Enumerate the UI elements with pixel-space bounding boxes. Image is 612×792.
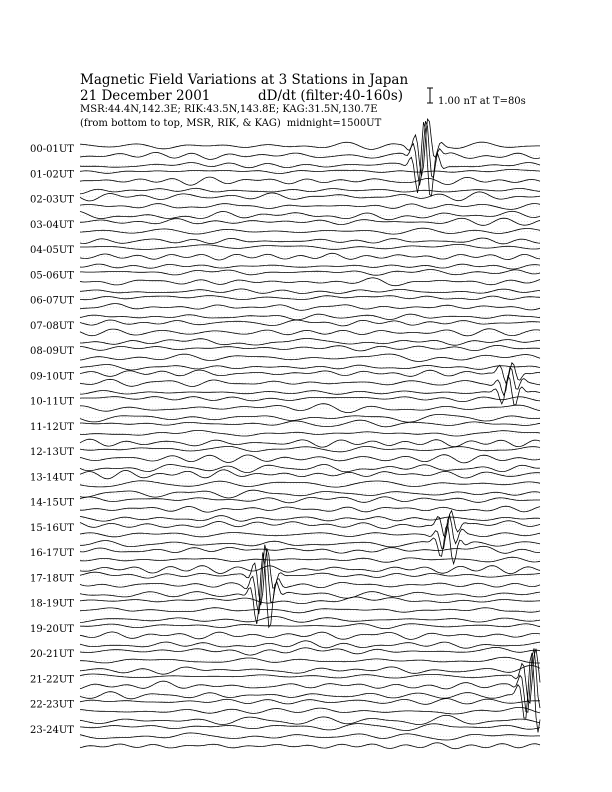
trace-msr xyxy=(80,497,540,503)
trace-kag xyxy=(80,715,540,724)
hour-label: 08-09UT xyxy=(30,346,74,357)
trace-rik xyxy=(80,545,540,614)
trace-rik xyxy=(80,733,540,740)
trace-kag xyxy=(80,376,540,405)
trace-kag xyxy=(80,566,540,574)
trace-msr xyxy=(80,397,540,402)
trace-msr xyxy=(80,192,540,201)
scale-label: 1.00 nT at T=80s xyxy=(438,96,526,107)
hour-label: 09-10UT xyxy=(30,371,74,383)
trace-kag xyxy=(80,314,540,320)
hour-label: 13-14UT xyxy=(30,472,74,484)
trace-msr xyxy=(80,649,540,703)
hour-label: 19-20UT xyxy=(30,623,74,635)
hour-label: 00-01UT xyxy=(30,144,74,155)
hour-label: 14-15UT xyxy=(30,497,74,509)
trace-rik xyxy=(80,657,540,663)
trace-rik xyxy=(80,648,540,712)
trace-rik xyxy=(80,121,540,185)
hour-label: 05-06UT xyxy=(30,270,74,282)
hour-label: 10-11UT xyxy=(30,396,74,408)
hour-row xyxy=(30,420,540,447)
hour-label: 12-13UT xyxy=(30,447,74,458)
trace-kag xyxy=(80,414,540,422)
trace-rik xyxy=(80,632,540,640)
hour-label: 17-18UT xyxy=(30,573,74,585)
trace-kag xyxy=(80,743,540,749)
trace-msr xyxy=(80,724,540,731)
hour-row xyxy=(30,724,540,749)
trace-msr xyxy=(80,119,540,176)
hour-row xyxy=(30,320,540,345)
trace-msr xyxy=(80,270,540,276)
hour-row xyxy=(30,119,540,196)
trace-kag xyxy=(80,516,540,522)
trace-msr xyxy=(80,320,540,326)
station-coordinates: MSR:44.4N,142.3E; RIK:43.5N,143.8E; KAG:31.5N,130.7E xyxy=(80,104,378,115)
trace-rik xyxy=(80,515,540,549)
hour-row xyxy=(30,597,540,623)
trace-kag xyxy=(80,122,540,196)
hour-row xyxy=(30,470,540,498)
trace-msr xyxy=(80,597,540,604)
trace-kag xyxy=(80,641,540,648)
chart-filter: dD/dt (filter:40-160s) xyxy=(258,88,404,104)
trace-rik xyxy=(80,304,540,311)
trace-rik xyxy=(80,707,540,714)
hour-row xyxy=(30,497,540,521)
hour-label: 03-04UT xyxy=(30,219,74,231)
trace-kag xyxy=(80,465,540,473)
trace-kag xyxy=(80,552,540,627)
trace-kag xyxy=(80,264,540,269)
trace-rik xyxy=(80,557,540,562)
hour-label: 18-19UT xyxy=(30,598,74,610)
hour-label: 21-22UT xyxy=(30,674,74,686)
midnight-note: midnight=1500UT xyxy=(286,118,382,129)
chart-date: 21 December 2001 xyxy=(80,88,211,104)
hour-label: 02-03UT xyxy=(30,194,74,206)
hour-row xyxy=(30,546,540,573)
hour-label: 04-05UT xyxy=(30,245,74,256)
trace-msr xyxy=(80,170,540,174)
hour-row xyxy=(30,624,540,649)
trace-rik xyxy=(80,204,540,210)
hour-label: 22-23UT xyxy=(30,699,74,711)
hour-row xyxy=(30,270,540,294)
hour-label: 07-08UT xyxy=(30,320,74,332)
trace-msr xyxy=(80,363,540,383)
trace-msr xyxy=(80,647,540,655)
hour-row xyxy=(30,218,540,244)
trace-kag xyxy=(80,666,540,675)
trace-kag xyxy=(80,365,540,371)
hour-label: 16-17UT xyxy=(30,548,74,559)
trace-kag xyxy=(80,188,540,194)
hour-row xyxy=(30,545,540,628)
hour-row xyxy=(30,192,540,220)
trace-rik xyxy=(80,177,540,185)
hour-row xyxy=(30,699,540,725)
trace-msr xyxy=(80,624,540,629)
hour-label: 15-16UT xyxy=(30,522,74,534)
trace-kag xyxy=(80,617,540,623)
chart-title: Magnetic Field Variations at 3 Stations in Japan xyxy=(80,72,409,88)
scale-bar xyxy=(427,88,433,103)
trace-kag xyxy=(80,289,540,294)
hour-row xyxy=(30,647,540,674)
hour-row xyxy=(30,296,540,320)
hour-label: 11-12UT xyxy=(30,421,74,433)
hour-label: 01-02UT xyxy=(30,169,74,181)
trace-kag xyxy=(80,211,540,219)
hour-row xyxy=(30,446,540,472)
hour-label: 06-07UT xyxy=(30,295,74,307)
trace-rik xyxy=(80,329,540,336)
hour-row xyxy=(30,169,540,194)
trace-rik xyxy=(80,228,540,234)
trace-msr xyxy=(80,548,540,605)
hour-label: 23-24UT xyxy=(30,724,74,736)
trace-msr xyxy=(80,296,540,300)
station-order-text: (from bottom to top, MSR, RIK, & KAG) xyxy=(80,118,281,129)
hour-row xyxy=(30,345,540,370)
trace-msr xyxy=(80,420,540,427)
hour-label: 20-21UT xyxy=(30,649,74,660)
hour-row xyxy=(30,397,540,423)
hour-row xyxy=(30,244,540,269)
trace-kag xyxy=(80,490,540,498)
